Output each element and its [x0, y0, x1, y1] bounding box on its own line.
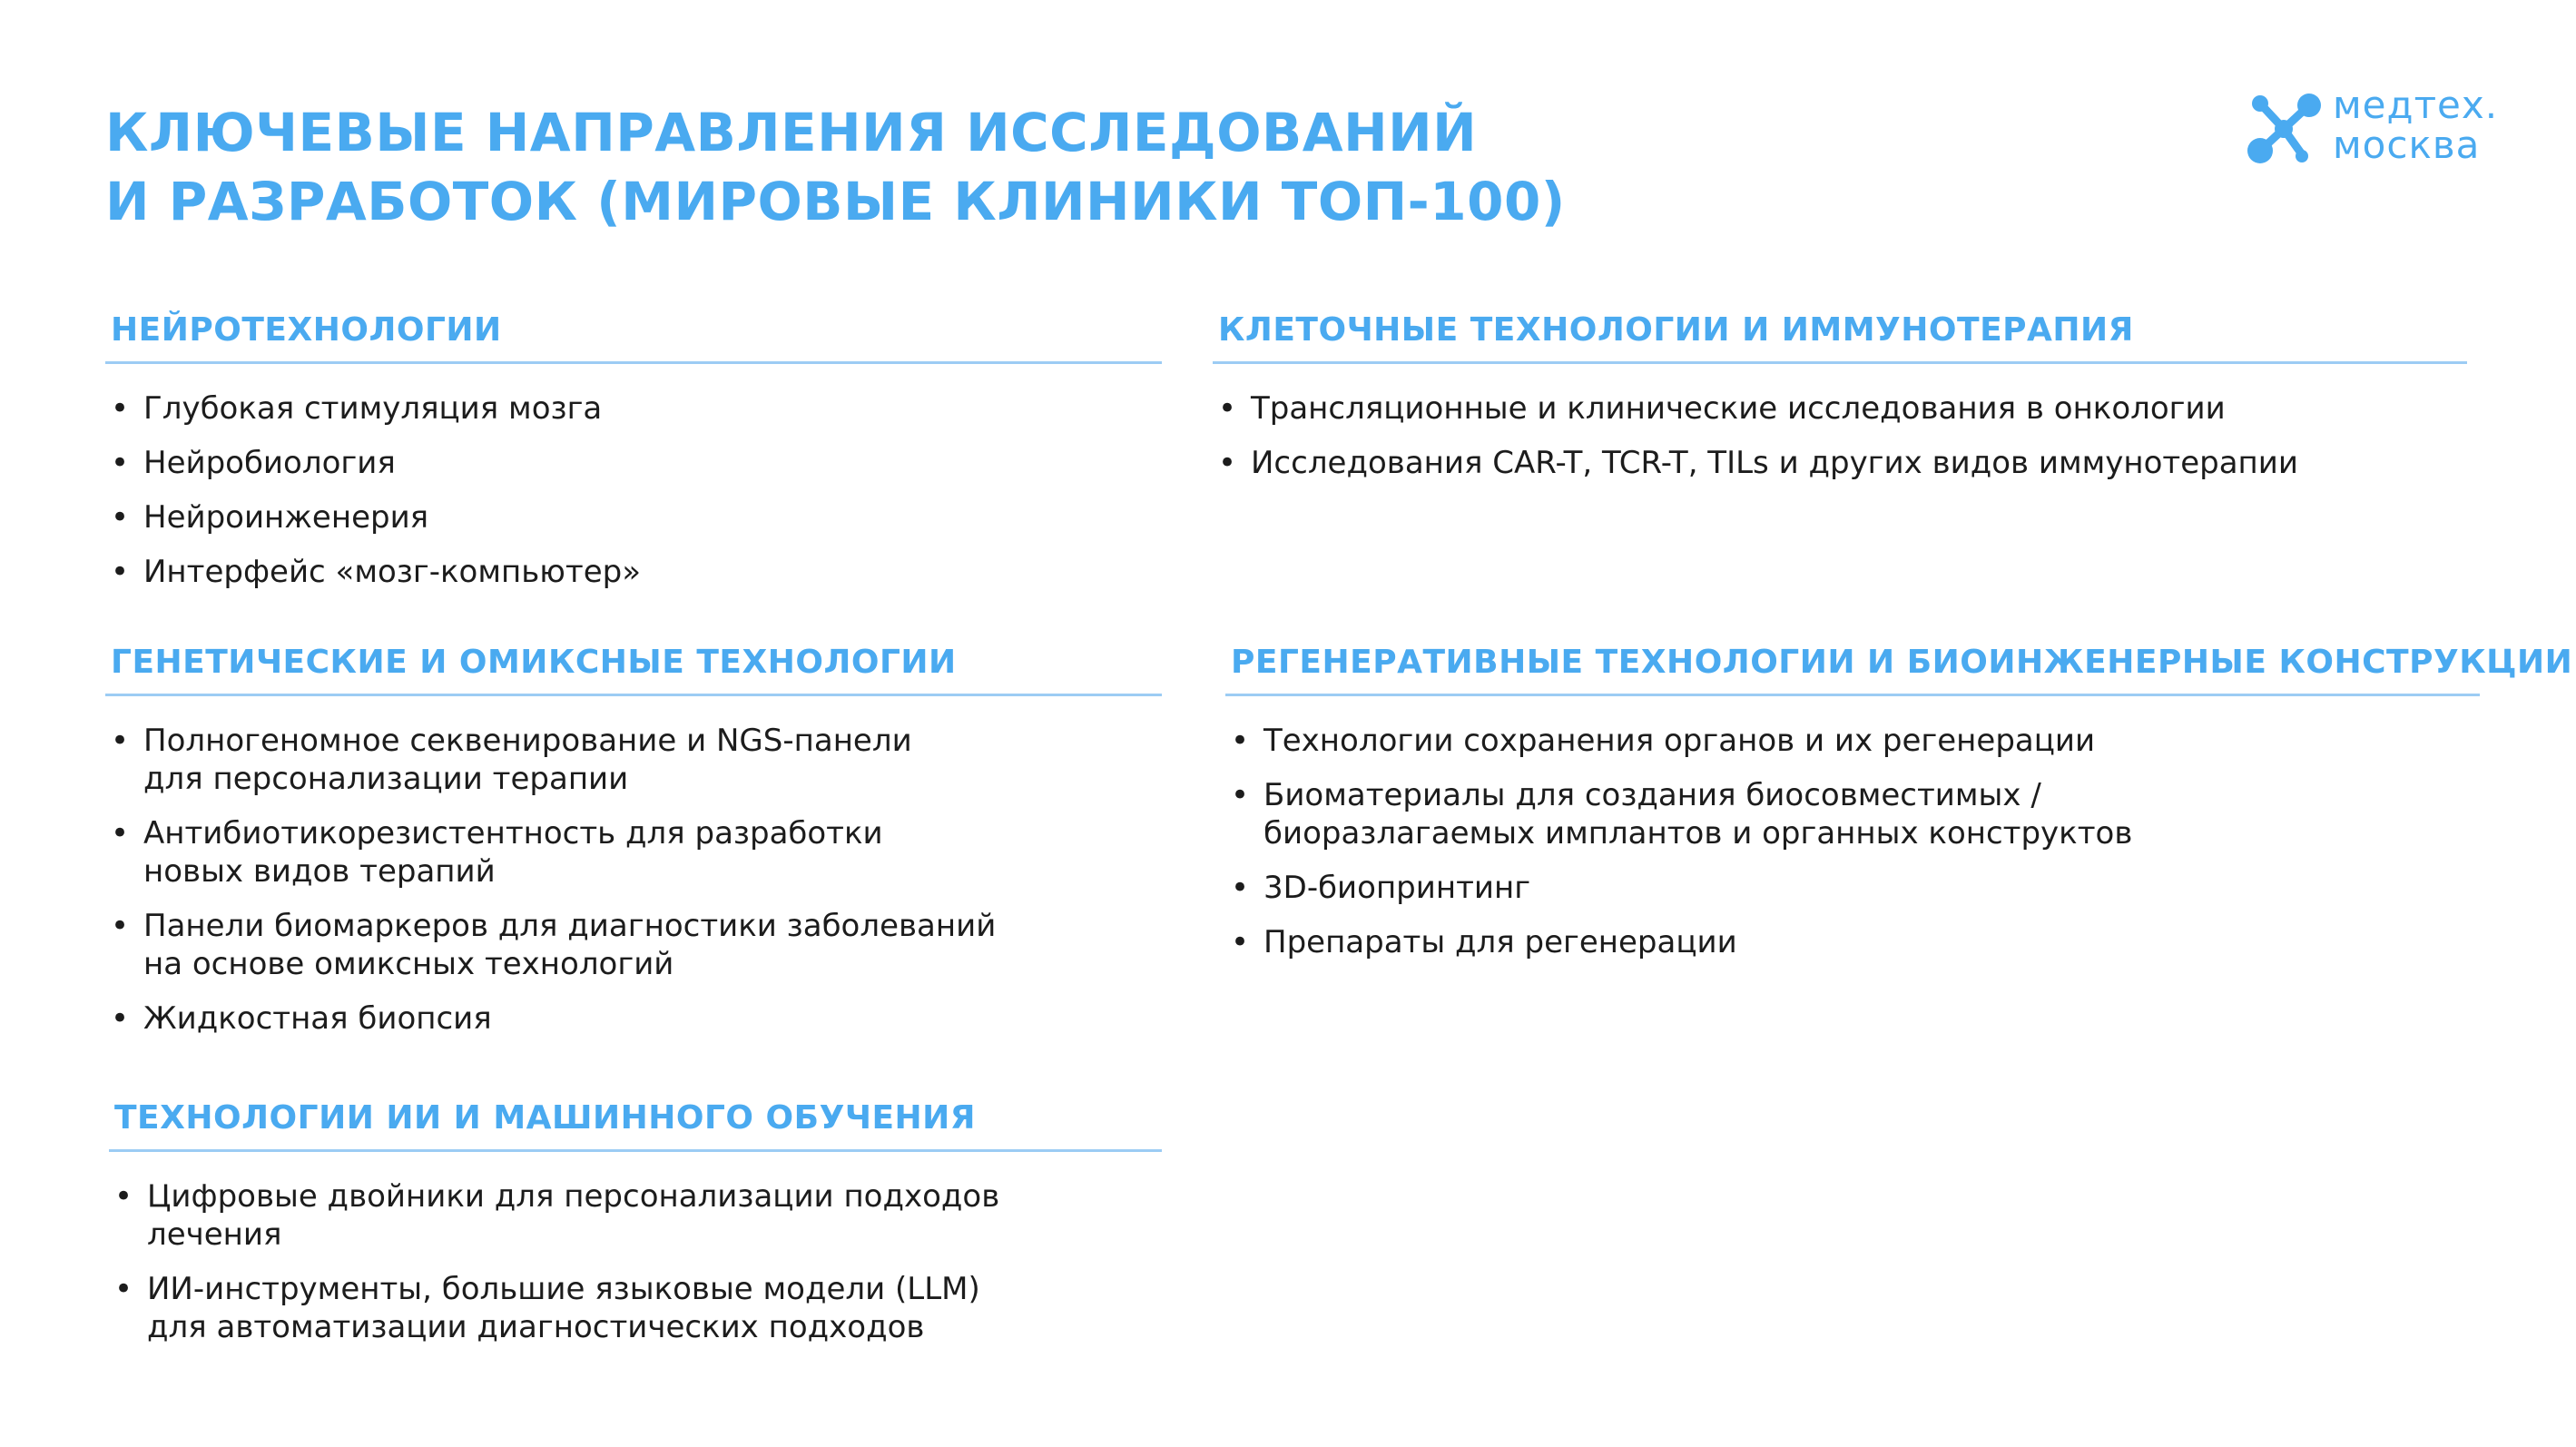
bullet-icon: • [114, 1178, 133, 1215]
list-item-text: на основе омиксных технологий [143, 946, 674, 982]
section-heading: РЕГЕНЕРАТИВНЫЕ ТЕХНОЛОГИИ И БИОИНЖЕНЕРНЫЕ КОНСТРУКЦИИ [1225, 643, 2480, 696]
section-heading: КЛЕТОЧНЫЕ ТЕХНОЛОГИИ И ИММУНОТЕРАПИЯ [1213, 310, 2467, 364]
list-item-text: Интерфейс «мозг-компьютер» [143, 554, 642, 590]
section-heading: ТЕХНОЛОГИИ ИИ И МАШИННОГО ОБУЧЕНИЯ [109, 1098, 1162, 1152]
list-item-text: Цифровые двойники для персонализации подходов [147, 1178, 1000, 1215]
page-title-line-1: КЛЮЧЕВЫЕ НАПРАВЛЕНИЯ ИССЛЕДОВАНИЙ [105, 102, 1478, 163]
list-item-text: для персонализации терапии [143, 761, 629, 797]
bullet-icon: • [111, 723, 130, 759]
section-list [109, 1177, 1162, 1346]
bullet-icon: • [111, 1000, 130, 1037]
list-item [105, 907, 1162, 983]
bullet-icon: • [1231, 777, 1250, 813]
list-item-text: Биоматериалы для создания биосовместимых / [1263, 777, 2041, 813]
list-item-text: биоразлагаемых имплантов и органных конструктов [1263, 815, 2133, 851]
bullet-icon: • [111, 815, 130, 851]
list-item [1213, 444, 2467, 482]
list-item-text: Жидкостная биопсия [143, 1000, 492, 1037]
section-list [105, 389, 1162, 591]
list-item-text: для автоматизации диагностических подходов [147, 1309, 925, 1345]
list-item-text: Исследования CAR-T, TCR-T, TILs и других видов иммунотерапии [1251, 445, 2298, 481]
bullet-icon: • [1231, 870, 1250, 906]
page-title-line-2: И РАЗРАБОТОК (МИРОВЫЕ КЛИНИКИ ТОП-100) [105, 171, 1566, 232]
section-heading: ГЕНЕТИЧЕСКИЕ И ОМИКСНЫЕ ТЕХНОЛОГИИ [105, 643, 1162, 696]
list-item [105, 999, 1162, 1038]
section-neurotech [105, 310, 1162, 607]
list-item-text: Технологии сохранения органов и их регенерации [1263, 723, 2096, 759]
list-item-text: ИИ-инструменты, большие языковые модели (LLM) [147, 1271, 980, 1307]
section-ai-ml-tech [109, 1098, 1162, 1363]
list-item [105, 389, 1162, 428]
logo-line-2: москва [2333, 123, 2481, 167]
medtech-moscow-logo [2242, 84, 2514, 171]
list-item [109, 1177, 1162, 1254]
list-item-text: лечения [147, 1216, 282, 1253]
page-title [105, 98, 1566, 236]
list-item [1225, 722, 2480, 760]
bullet-icon: • [111, 499, 130, 536]
bullet-icon: • [1218, 390, 1237, 427]
list-item-text: Антибиотикорезистентность для разработки [143, 815, 883, 851]
section-list [1213, 389, 2467, 482]
list-item [1225, 869, 2480, 907]
list-item-text: Панели биомаркеров для диагностики заболеваний [143, 908, 997, 944]
list-item-text: Трансляционные и клинические исследования в онкологии [1251, 390, 2226, 427]
molecule-icon [2242, 84, 2324, 171]
section-regenerative-tech [1225, 643, 2573, 978]
list-item [1225, 923, 2480, 961]
logo-line-1: медтех. [2333, 83, 2499, 127]
list-item [105, 814, 1162, 891]
bullet-icon: • [111, 445, 130, 481]
bullet-icon: • [111, 908, 130, 944]
list-item [105, 444, 1162, 482]
section-genetic-tech [105, 643, 1162, 1054]
list-item [1225, 776, 2480, 852]
list-item-text: Глубокая стимуляция мозга [143, 390, 603, 427]
section-cell-tech [1213, 310, 2467, 498]
list-item-text: Полногеномное секвенирование и NGS-панели [143, 723, 912, 759]
section-list [1225, 722, 2480, 961]
list-item [105, 498, 1162, 536]
bullet-icon: • [1231, 924, 1250, 960]
bullet-icon: • [1231, 723, 1250, 759]
logo-wordmark [2333, 85, 2498, 165]
section-heading: НЕЙРОТЕХНОЛОГИИ [105, 310, 1162, 364]
bullet-icon: • [111, 554, 130, 590]
section-list [105, 722, 1162, 1038]
list-item-text: новых видов терапий [143, 853, 496, 890]
list-item-text: Нейробиология [143, 445, 396, 481]
list-item-text: Нейроинженерия [143, 499, 429, 536]
bullet-icon: • [111, 390, 130, 427]
list-item [1213, 389, 2467, 428]
list-item [109, 1270, 1162, 1346]
list-item-text: 3D-биопринтинг [1263, 870, 1531, 906]
list-item-text: Препараты для регенерации [1263, 924, 1737, 960]
bullet-icon: • [114, 1271, 133, 1307]
list-item [105, 553, 1162, 591]
bullet-icon: • [1218, 445, 1237, 481]
list-item [105, 722, 1162, 798]
